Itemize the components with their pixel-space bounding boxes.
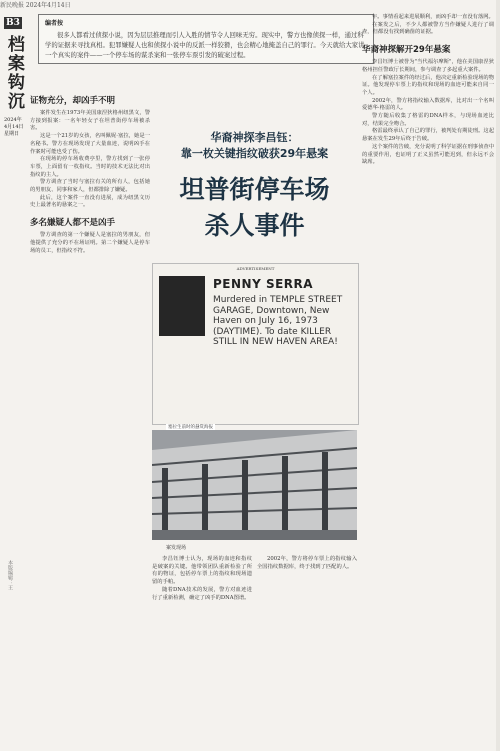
paragraph: 李昌钰博士认为，现场的血迹和指纹是破案的关键。他带领团队重新检验了所有的物证，包括停车票上的指纹和现场遗留的手帕。 (152, 556, 252, 586)
paragraph: 在现场的停车场收费亭里，警方找到了一张停车票，上面留有一枚指纹。当时的技术无法比对出指纹的主人。 (30, 156, 150, 178)
paragraph: 李昌钰博士被誉为"当代福尔摩斯"，他在美国康涅狄格州担任警政厅长期间，参与调查了多起重大案件。 (362, 59, 494, 73)
section-title: 档案钩沉 (3, 35, 24, 111)
paragraph: 这个案件的告破，充分说明了科学证据在刑事侦查中的重要作用，也证明了正义虽然可能迟到，但永远不会缺席。 (362, 143, 494, 166)
paragraph: 在了解塞拉案件的经过后，他决定重新检验现场的物证。他发现停车票上的指纹和现场的血迹可能来自同一个人。 (362, 74, 494, 96)
paragraph: 案件发生在1973年美国康涅狄格州纽黑文，警方接到报案：一名年轻女子在坦普街停车场被杀害。 (30, 110, 150, 132)
paragraph: 格雷最终承认了自己的罪行，被判处有期徒刑。这起悬案在发生29年后终于告破。 (362, 128, 494, 143)
editor-note (38, 14, 374, 64)
paragraph: 警方调查了当时与塞拉有关的所有人，包括她的男朋友、同事和家人，但都排除了嫌疑。 (30, 179, 150, 194)
editor-credit: 本版编辑：王 (7, 560, 13, 590)
page-header: 新民晚报 2024年4月14日 (0, 2, 71, 9)
article-subtitle (152, 130, 357, 162)
poster-caption: 塞拉生前时的悬赏海报 (168, 425, 213, 430)
issue-date (4, 117, 26, 138)
subtitle-line-1: 华裔神探李昌钰： (210, 131, 299, 144)
paragraph: 这是一个21岁的女孩，名叫佩妮·塞拉，她是一名秘书。警方在现场发现了大量血迹，说明凶手在作案时可能也受了伤。 (30, 133, 150, 155)
title-line-1: 坦普街停车场 (179, 175, 330, 204)
page-edge (496, 0, 500, 751)
poster-name: PENNY SERRA (213, 277, 314, 291)
paragraph: 警方调查的第一个嫌疑人是塞拉的男朋友，但他提供了充分的不在场证明。第二个嫌疑人是停车场的员工，但指纹不符。 (30, 232, 150, 254)
date-day: 4月14日 (4, 124, 24, 130)
title-line-2: 杀人事件 (204, 211, 305, 240)
page-number: B3 (6, 18, 20, 28)
poster-advertisement-label: ADVERTISEMENT (236, 266, 275, 271)
editor-note-text: 很多人都看过侦探小说，因为层层推理而引人入胜的情节令人回味无穷。现实中，警方也像侦探一样，通过科学的证据来寻找真相。犯罪嫌疑人也和侦探小说中的反派一样狡猾，也会精心地掩盖自己的罪行。今天就给大家讲一个真实的案件——一个停车场的谋杀案和一张停车票引发的破案过程。 (45, 31, 365, 59)
date-weekday: 星期日 (4, 131, 20, 137)
article-column-3 (362, 14, 494, 167)
poster-body: Murdered in TEMPLE STREET GARAGE, Downtown, New Haven on July 16, 1973 (DAYTIME). To date KILLER STILL IN NEW HAVEN AREA! (213, 295, 343, 347)
victim-photo (159, 276, 205, 336)
paragraph: 2002年，警方将停车票上的指纹输入全国指纹数据库，终于找到了匹配的人。 (257, 556, 357, 570)
section-heading-3: 华裔神探解开29年悬案 (362, 45, 451, 56)
article-column-2 (152, 556, 357, 602)
date-year: 2024年 (4, 117, 22, 123)
article-column-1 (30, 88, 150, 255)
paragraph: 此后，这个案件一直没有进展，成为纽黑文历史上最著名的悬案之一。 (30, 194, 150, 209)
garage-photo-caption: 案发现场 (166, 545, 187, 551)
reward-poster (152, 263, 359, 425)
paragraph: 年。事情看起来进展顺利，而凶手却一直没有落网。 (372, 14, 494, 20)
editor-note-label: 编者按 (45, 20, 64, 27)
garage-photo (152, 430, 357, 540)
subtitle-line-2: 靠一枚关键指纹破获29年悬案 (180, 147, 329, 160)
garage-illustration (152, 430, 357, 540)
section-heading-1: 证物充分，却凶手不明 (30, 96, 116, 106)
paragraph: 2002年，警方将指纹输入数据库，比对出一个名叫爱德华·格雷的人。 (362, 97, 494, 112)
article-title (152, 172, 357, 244)
paragraph: 警方随后收集了格雷的DNA样本，与现场血迹比对，结果完全吻合。 (362, 113, 494, 127)
paragraph: 在案发之后，不少人都被警方当作嫌疑人进行了调查，但都没有找到确凿的证据。 (362, 21, 494, 36)
paragraph: 随着DNA技术的发展，警方对血迹进行了重新检测，确定了凶手的DNA图谱。 (152, 586, 252, 601)
section-sidebar (4, 10, 26, 138)
section-heading-2: 多名嫌疑人都不是凶手 (30, 218, 116, 229)
